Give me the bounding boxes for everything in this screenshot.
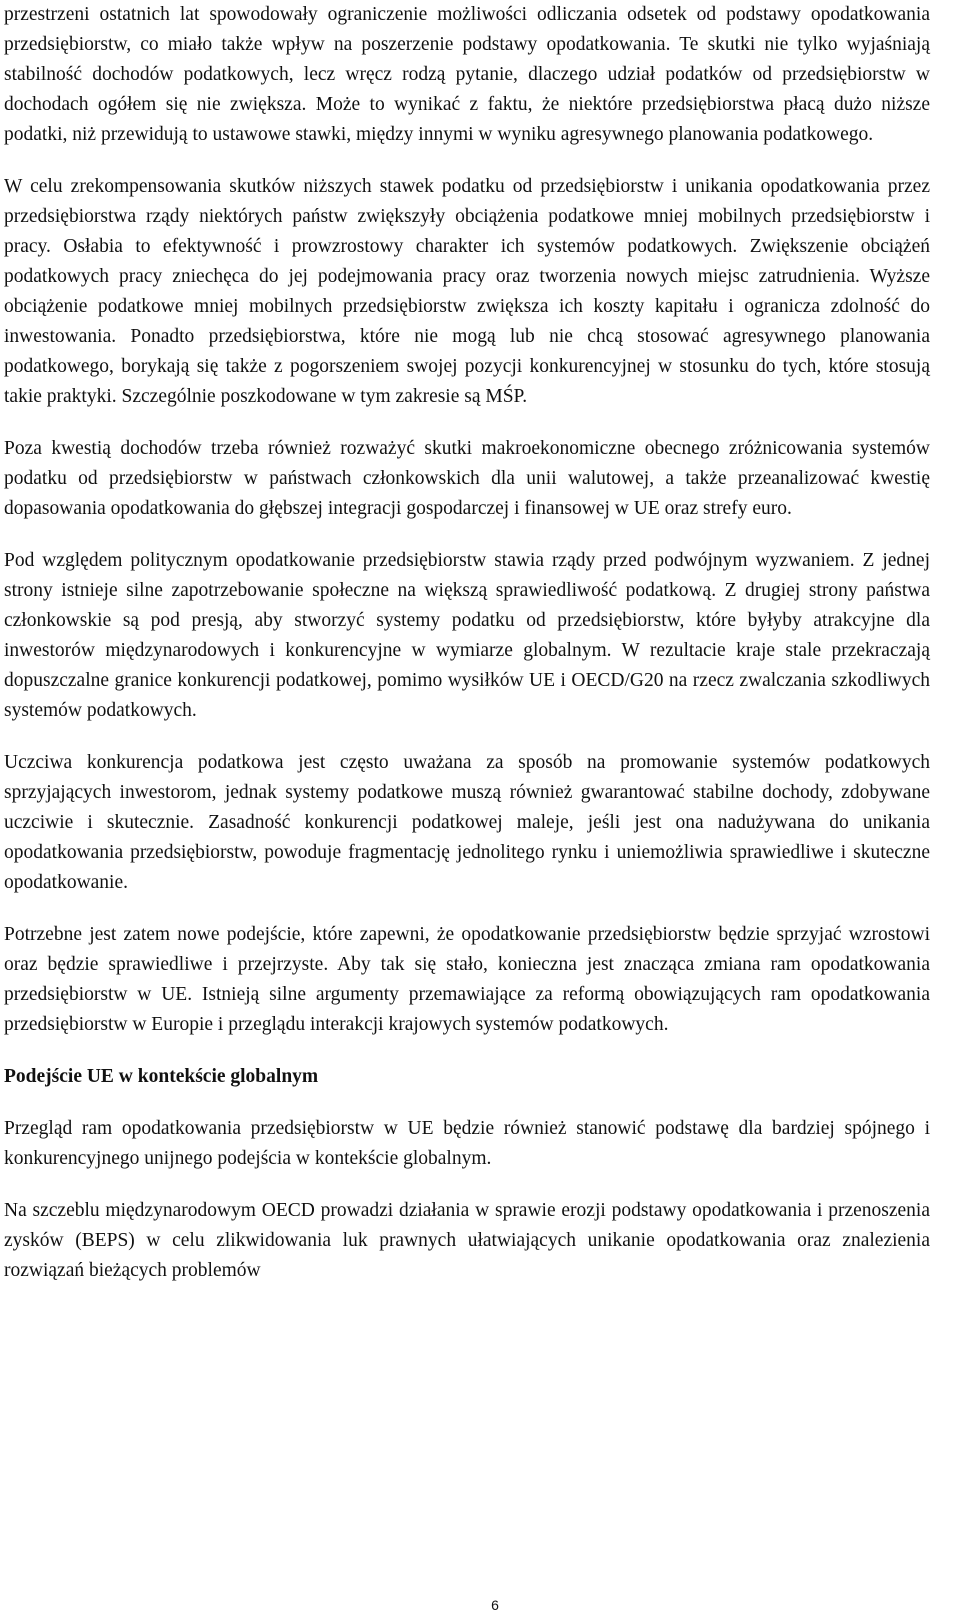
paragraph-oecd: Na szczeblu międzynarodowym OECD prowadzi działania w sprawie erozji podstawy opodatkowania i przenoszenia zysków (BEPS) w celu zlikwidowania luk prawnych ułatwiających unikanie opodatkowania oraz znalezienia rozwiązań bieżących problemów — [4, 1200, 930, 1281]
paragraph-new-approach: Potrzebne jest zatem nowe podejście, które zapewni, że opodatkowanie przedsiębiorstw będzie sprzyjać wzrostowi oraz będzie sprawiedliwe i przejrzyste. Aby tak się stało, konieczna jest znacząca zmiana ram opodatkowania przedsiębiorstw w UE. Istnieją silne argumenty przemawiające za reformą obowiązujących ram opodatkowania przedsiębiorstw w Europie i przeglądu interakcji krajowych systemów podatkowych. — [4, 924, 930, 1035]
paragraph-fair-competition: Uczciwa konkurencja podatkowa jest często uważana za sposób na promowanie systemów podatkowych sprzyjających inwestorom, jednak systemy podatkowe muszą również gwarantować stabilne dochody, zdobywane uczciwie i skutecznie. Zasadność konkurencji podatkowej maleje, jeśli jest ona nadużywana do unikania opodatkowania przedsiębiorstw, powoduje fragmentację jednolitego rynku i uniemożliwia sprawiedliwe i skuteczne opodatkowanie. — [4, 752, 930, 893]
document-page — [4, 0, 930, 1286]
paragraph-compensation: W celu zrekompensowania skutków niższych stawek podatku od przedsiębiorstw i unikania opodatkowania przez przedsiębiorstwa rządy niektórych państw zwiększyły obciążenia podatkowe mniej mobilnych przedsiębiorstw i pracy. Osłabia to efektywność i prowzrostowy charakter ich systemów podatkowych. Zwiększenie obciążeń podatkowych pracy zniechęca do jej podejmowania pracy oraz tworzenia nowych miejsc zatrudnienia. Wyższe obciążenie podatkowe mniej mobilnych przedsiębiorstw zwiększa ich koszty kapitału i ogranicza zdolność do inwestowania. Ponadto przedsiębiorstwa, które nie mogą lub nie chcą stosować agresywnego planowania podatkowego, borykają się także z pogorszeniem swojej pozycji konkurencyjnej w stosunku do tych, które stosują takie praktyki. Szczególnie poszkodowane w tym zakresie są MŚP. — [4, 176, 930, 407]
paragraph-review: Przegląd ram opodatkowania przedsiębiorstw w UE będzie również stanowić podstawę dla bardziej spójnego i konkurencyjnego unijnego podejścia w kontekście globalnym. — [4, 1118, 930, 1169]
paragraph-political: Pod względem politycznym opodatkowanie przedsiębiorstw stawia rządy przed podwójnym wyzwaniem. Z jednej strony istnieje silne zapotrzebowanie społeczne na większą sprawiedliwość podatkową. Z drugiej strony państwa członkowskie są pod presją, aby stworzyć systemy podatku od przedsiębiorstw, które byłyby atrakcyjne dla inwestorów międzynarodowych i konkurencyjne w wymiarze globalnym. W rezultacie kraje stale przekraczają dopuszczalne granice konkurencji podatkowej, pomimo wysiłków UE i OECD/G20 na rzecz zwalczania szkodliwych systemów podatkowych. — [4, 550, 930, 721]
paragraph-macroeconomic: Poza kwestią dochodów trzeba również rozważyć skutki makroekonomiczne obecnego zróżnicowania systemów podatku od przedsiębiorstw w państwach członkowskich dla unii walutowej, a także przeanalizować kwestię dopasowania opodatkowania do głębszej integracji gospodarczej i finansowej w UE oraz strefy euro. — [4, 438, 930, 519]
page-number: 6 — [491, 1597, 499, 1613]
section-heading: Podejście UE w kontekście globalnym — [4, 1066, 319, 1087]
paragraph-interest-deduction: przestrzeni ostatnich lat spowodowały ograniczenie możliwości odliczania odsetek od podstawy opodatkowania przedsiębiorstw, co miało także wpływ na poszerzenie podstawy opodatkowania. Te skutki nie tylko wyjaśniają stabilność dochodów podatkowych, lecz wręcz rodzą pytanie, dlaczego udział podatków od przedsiębiorstw w dochodach ogółem się nie zwiększa. Może to wynikać z faktu, że niektóre przedsiębiorstwa płacą dużo niższe podatki, niż przewidują to ustawowe stawki, między innymi w wyniku agresywnego planowania podatkowego. — [4, 4, 930, 145]
